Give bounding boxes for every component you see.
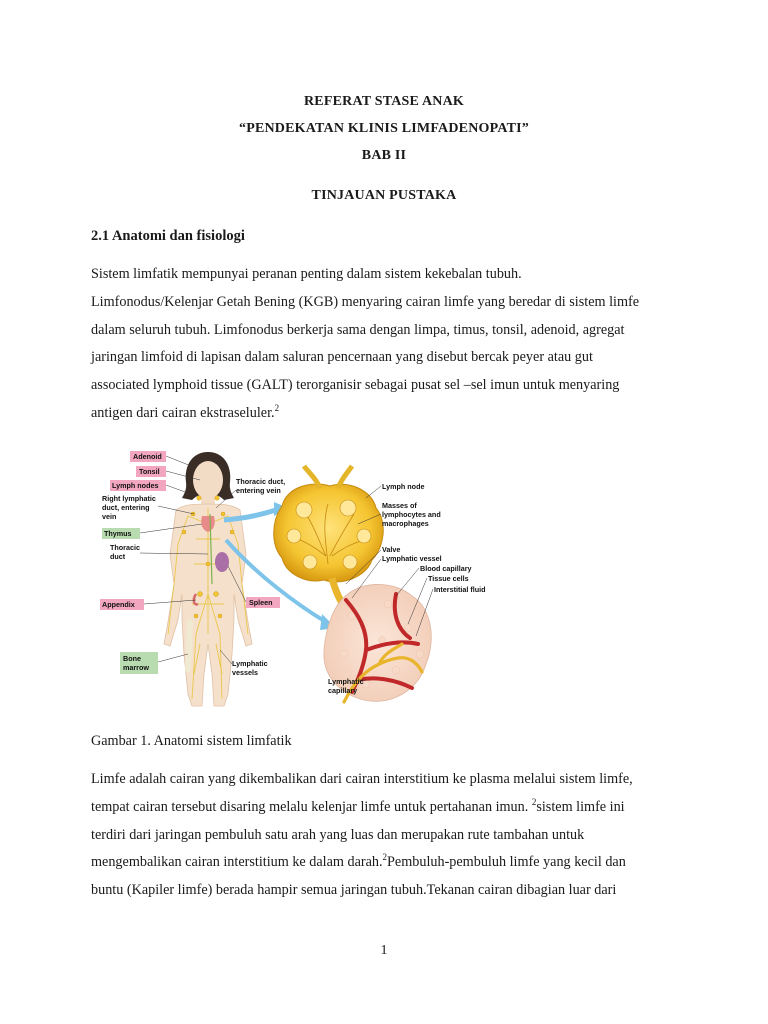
label-masses-2: lymphocytes and xyxy=(382,510,441,519)
paragraph-2-line xyxy=(91,794,691,822)
label-lymphatic-vessels-1: Lymphatic xyxy=(232,659,268,668)
label-adenoid: Adenoid xyxy=(133,452,162,461)
citation-ref: 2 xyxy=(382,852,388,863)
paragraph-1-line: associated lymphoid tissue (GALT) terorganisir sebagai pusat sel –sel imun untuk menyaring xyxy=(91,377,620,394)
label-right-duct-1: Right lymphatic xyxy=(102,494,156,503)
citation-ref: 2 xyxy=(274,402,280,413)
label-bone-marrow-1: Bone xyxy=(123,654,141,663)
label-thoracic-1: Thoracic xyxy=(110,543,140,552)
paragraph-2-line-4b: Pembuluh-pembuluh limfe yang kecil dan xyxy=(387,854,626,871)
paragraph-1-line: dalam seluruh tubuh. Limfonodus berkerja sama dengan limpa, timus, tonsil, adenoid, agregat xyxy=(91,321,625,338)
paragraph-1-line xyxy=(91,400,691,428)
chapter-subtitle: TINJAUAN PUSTAKA xyxy=(311,188,457,203)
paragraph-1-line: Limfonodus/Kelenjar Getah Bening (KGB) menyaring cairan limfe yang beredar di sistem limfe xyxy=(91,293,640,310)
paragraph-2 xyxy=(91,766,691,905)
page-number: 1 xyxy=(380,943,388,958)
label-lymphatic-capillary-2: capillary xyxy=(328,686,358,695)
citation-ref: 2 xyxy=(531,796,537,807)
label-lymph-node: Lymph node xyxy=(382,482,425,491)
paragraph-1-line: jaringan limfoid di lapisan dalam saluran pencernaan yang disebut bercak peyer atau gut xyxy=(91,349,593,366)
label-valve: Valve xyxy=(382,545,401,554)
figure-caption: Gambar 1. Anatomi sistem limfatik xyxy=(91,733,292,749)
chapter-title: BAB II xyxy=(361,148,407,163)
label-masses-1: Masses of xyxy=(382,501,417,510)
label-tissue-cells: Tissue cells xyxy=(428,574,469,583)
label-lymph-nodes: Lymph nodes xyxy=(112,481,159,490)
label-right-duct-3: vein xyxy=(102,512,117,521)
paragraph-2-line-2a: tempat cairan tersebut disaring melalu kelenjar limfe untuk pertahanan imun. xyxy=(91,798,532,815)
paragraph-2-line xyxy=(91,849,691,877)
section-heading: 2.1 Anatomi dan fisiologi xyxy=(91,228,245,244)
paragraph-2-line: terdiri dari jaringan pembuluh satu arah yang luas dan merupakan rute tambahan untuk xyxy=(91,826,585,843)
paragraph-1 xyxy=(91,261,691,428)
label-lymphatic-vessel: Lymphatic vessel xyxy=(382,554,442,563)
label-thoracic-entering-1: Thoracic duct, xyxy=(236,477,286,486)
paragraph-2-line-4a: mengembalikan cairan interstitium ke dalam darah. xyxy=(91,854,383,871)
paragraph-1-line: Sistem limfatik mempunyai peranan penting dalam sistem kekebalan tubuh. xyxy=(91,266,522,282)
label-blood-capillary: Blood capillary xyxy=(420,564,472,573)
label-tonsil: Tonsil xyxy=(139,467,160,476)
label-interstitial-fluid: Interstitial fluid xyxy=(434,585,486,594)
paragraph-2-line-2b: sistem limfe ini xyxy=(536,798,625,815)
paragraph-1-last-text: antigen dari cairan ekstraseluler. xyxy=(91,404,275,421)
label-spleen: Spleen xyxy=(249,598,273,607)
label-right-duct-2: duct, entering xyxy=(102,503,150,512)
label-lymphatic-capillary-1: Lymphatic xyxy=(328,677,364,686)
label-thoracic-entering-2: entering vein xyxy=(236,486,281,495)
title-line-referat: REFERAT STASE ANAK xyxy=(304,94,464,109)
title-line-topic: “PENDEKATAN KLINIS LIMFADENOPATI” xyxy=(239,121,529,136)
label-bone-marrow-2: marrow xyxy=(123,663,149,672)
label-masses-3: macrophages xyxy=(382,519,429,528)
lymphatic-anatomy-figure xyxy=(96,444,496,712)
label-thymus: Thymus xyxy=(104,529,132,538)
label-lymphatic-vessels-2: vessels xyxy=(232,668,258,677)
paragraph-2-line: Limfe adalah cairan yang dikembalikan dari cairan interstitium ke plasma melalui sistem limfe, xyxy=(91,771,633,787)
paragraph-2-line: buntu (Kapiler limfe) berada hampir semua jaringan tubuh.Tekanan cairan dibagian luar dari xyxy=(91,882,617,899)
label-thoracic-2: duct xyxy=(110,552,126,561)
label-appendix: Appendix xyxy=(102,600,135,609)
